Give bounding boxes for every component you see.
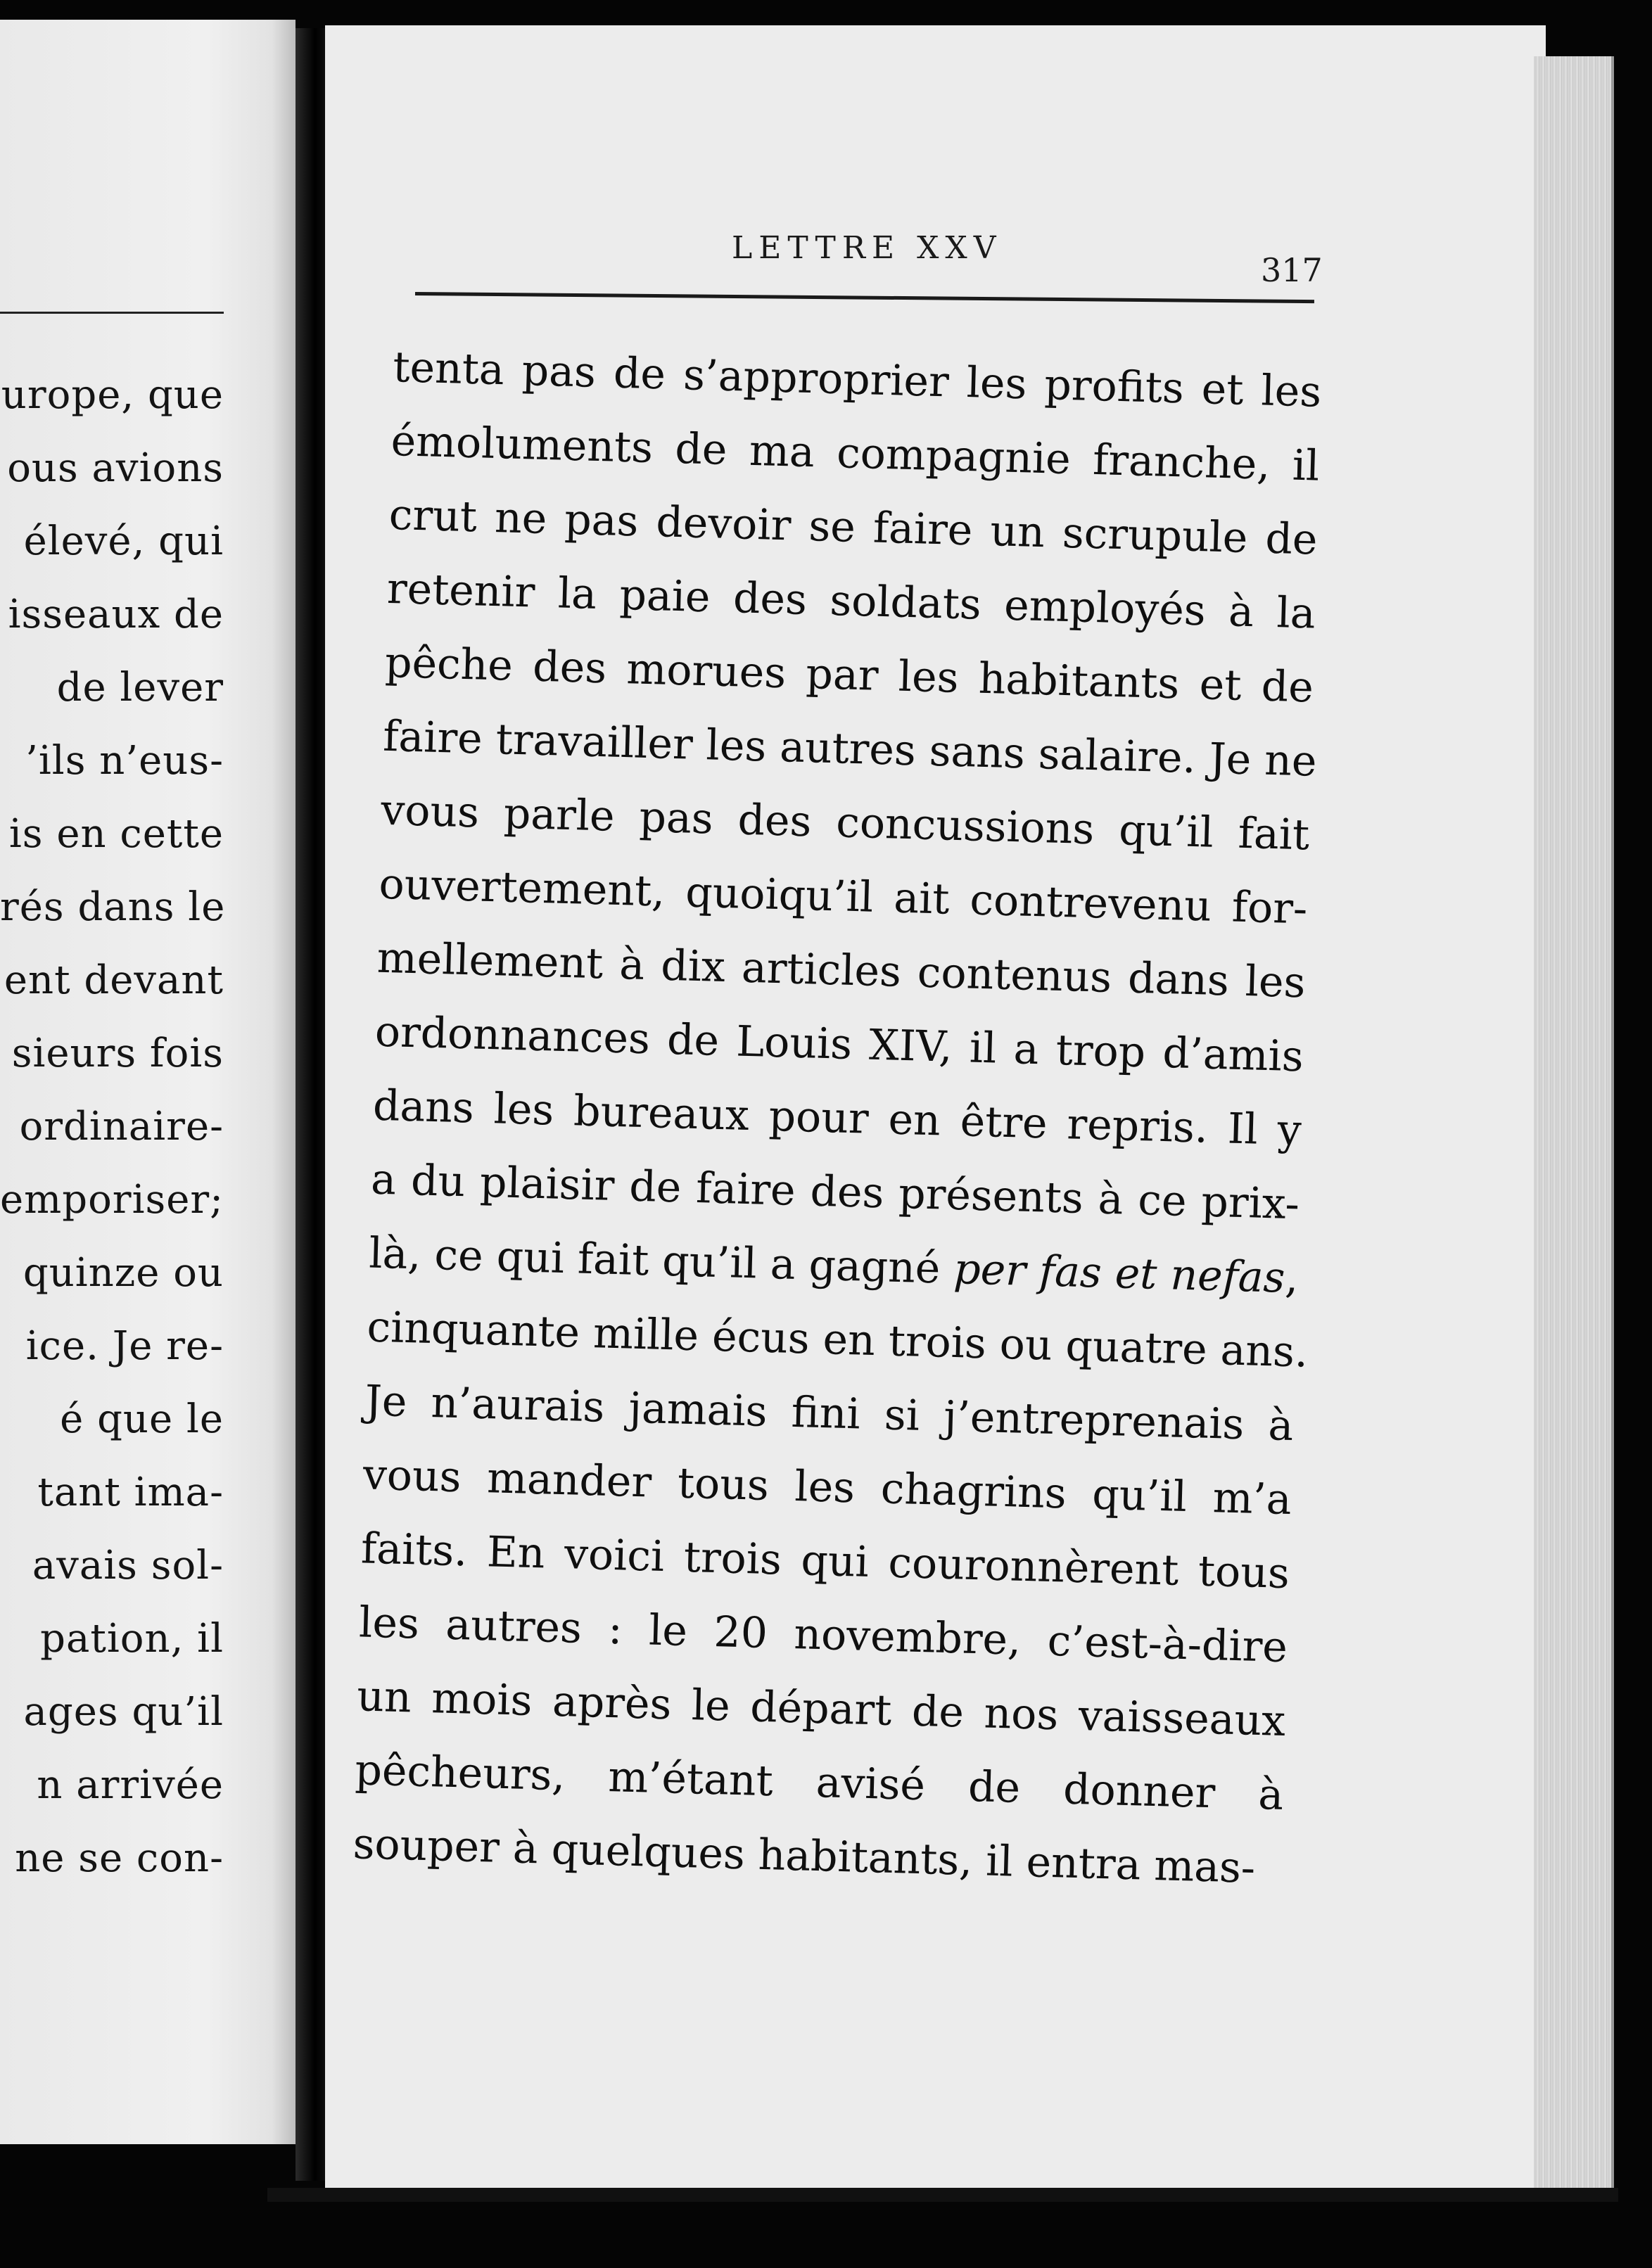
text-line: vous mander tous les chagrins qu’il m’a (362, 1450, 1292, 1525)
facing-line: ent devant (4, 957, 224, 1003)
text-line: dans les bureaux pour en être repris. Il y (372, 1081, 1302, 1156)
facing-line: é que le (60, 1396, 224, 1442)
text-line: pêcheurs, m’étant avisé de donner à (354, 1745, 1285, 1820)
facing-page-rule (0, 312, 224, 314)
facing-line: avais sol- (32, 1543, 224, 1588)
text-line: pêche des morues par les habitants et de (384, 637, 1314, 713)
facing-page (0, 20, 296, 2144)
page-body (352, 331, 1322, 1906)
facing-line: urope, que (1, 372, 224, 418)
text-line: un mois après le départ de nos vaisseaux (356, 1671, 1286, 1746)
text-line: Je n’aurais jamais fini si j’entreprenais à (364, 1376, 1295, 1451)
facing-line: n arrivée (37, 1762, 224, 1808)
facing-line: ice. Je re- (25, 1323, 224, 1369)
book-gutter (296, 28, 328, 2181)
text-line: mellement à dix articles contenus dans les (376, 933, 1307, 1008)
facing-line: emporiser; (0, 1177, 224, 1223)
text-line: tenta pas de s’approprier les profits et les (392, 342, 1323, 417)
facing-line: élevé, qui (23, 518, 224, 564)
facing-line: ordinaire- (19, 1104, 224, 1149)
facing-line: pation, il (40, 1616, 224, 1662)
text-line: émoluments de ma compagnie franche, il (390, 416, 1321, 491)
facing-line: is en cette (8, 811, 224, 857)
text-segment: là, ce qui fait qu’il a gagné (368, 1228, 955, 1294)
facing-line: ous avions (7, 445, 224, 491)
page-edges (1534, 56, 1614, 2195)
page-number: 317 (1261, 251, 1323, 289)
facing-page-text (0, 359, 224, 1895)
facing-line: rés dans le (0, 884, 226, 930)
facing-line: ne se con- (15, 1835, 224, 1881)
text-line: a du plaisir de faire des présents à ce prix- (370, 1154, 1300, 1230)
running-head: LETTRE XXV (732, 230, 1003, 266)
facing-line: tant ima- (37, 1470, 224, 1515)
bottom-shadow (267, 2188, 1618, 2202)
facing-line: isseaux de (8, 592, 224, 637)
text-line: les autres : le 20 novembre, c’est-à-dire (358, 1598, 1288, 1673)
facing-line: de lever (56, 665, 224, 711)
text-line: faire travailler les autres sans salaire. Je ne (382, 711, 1318, 786)
text-line: cinquante mille écus en trois ou quatre ans. (366, 1302, 1309, 1377)
text-line: retenir la paie des soldats employés à la (386, 563, 1316, 639)
facing-line: ’ils n’eus- (25, 738, 224, 784)
text-line: faits. En voici trois qui couronnèrent tous (360, 1524, 1290, 1599)
facing-line: quinze ou (23, 1250, 224, 1296)
text-line: vous parle pas des concussions qu’il fait (380, 785, 1311, 860)
text-segment: , (1284, 1253, 1300, 1304)
italic-phrase: per fas et nefas (953, 1244, 1286, 1303)
text-line: souper à quelques habitants, il entra mas- (352, 1819, 1257, 1893)
facing-line: sieurs fois (11, 1031, 224, 1076)
text-line: ouvertement, quoiqu’il ait contrevenu for- (378, 859, 1309, 934)
text-line: ordonnances de Louis XIV, il a trop d’amis (374, 1007, 1304, 1082)
facing-line: ages qu’il (23, 1689, 224, 1735)
text-line: crut ne pas devoir se faire un scrupule de (388, 490, 1319, 565)
